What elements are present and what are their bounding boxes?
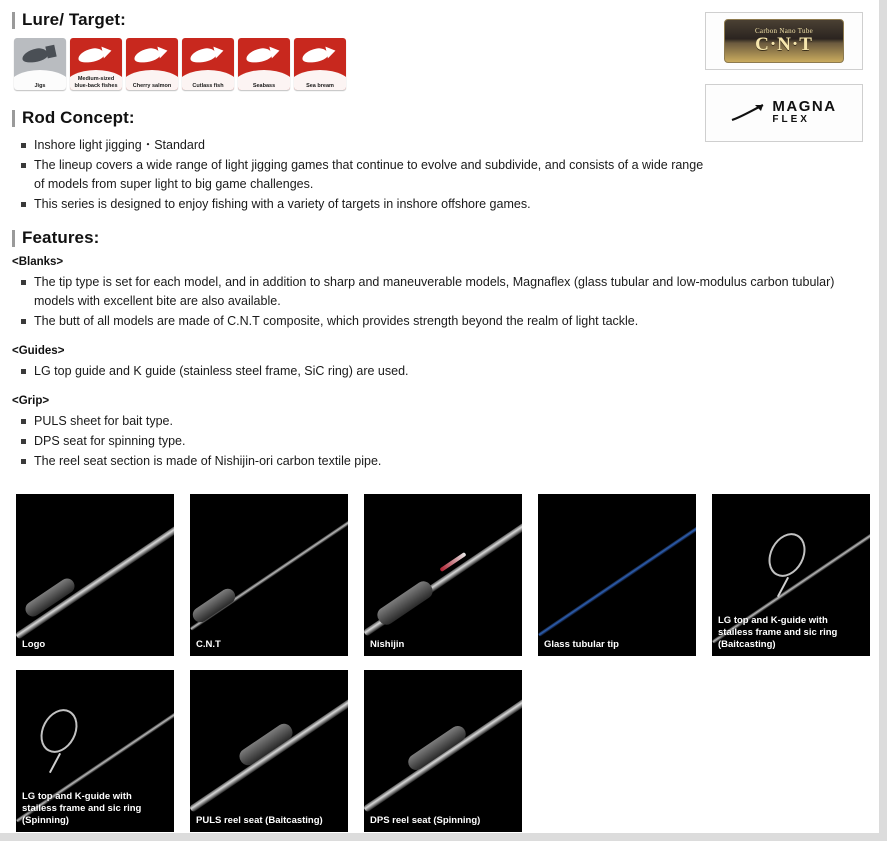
magnaflex-badge <box>705 84 863 142</box>
heading-bar <box>12 110 15 127</box>
rod-grip <box>190 586 238 625</box>
gallery-item-lg-k-guide-spinning[interactable] <box>16 670 174 832</box>
lure-icon-label: Jigs <box>34 82 46 89</box>
subheading-guides: <Guides> <box>12 345 65 357</box>
fish-icon <box>301 46 329 64</box>
lure-icon-label: Cherry salmon <box>132 82 172 89</box>
gallery-caption: C.N.T <box>196 639 221 650</box>
fish-icon <box>189 46 217 64</box>
rod-blank-image <box>190 696 348 812</box>
section-title-lure-target: Lure/ Target: <box>22 10 126 29</box>
gallery-item-nishijin[interactable] <box>364 494 522 656</box>
lure-icon-label: Seabass <box>252 82 276 89</box>
flex-curve-icon <box>731 103 765 123</box>
cnt-badge-subtitle: Carbon Nano Tube <box>754 27 814 35</box>
lure-icon-label: Medium-sized blue-back fishes <box>74 76 118 89</box>
rod-tip-image <box>538 523 696 637</box>
gallery-caption: DPS reel seat (Spinning) <box>370 815 481 826</box>
gallery-caption: LG top and K-guide with stailess frame and sic ring (Spinning) <box>22 791 142 826</box>
gallery-caption: Nishijin <box>370 639 405 650</box>
magnaflex-line1: MAGNA <box>772 98 837 115</box>
list-item: The butt of all models are made of C.N.T composite, which provides strength beyond the realm of light tackle. <box>20 312 874 331</box>
fish-icon <box>245 46 273 64</box>
lure-icon-jigs <box>14 38 66 90</box>
grip-list <box>12 412 867 471</box>
badge-column <box>705 12 865 156</box>
gallery-item-glass-tubular-tip[interactable] <box>538 494 696 656</box>
gallery-item-puls-reel-seat[interactable] <box>190 670 348 832</box>
heading-bar <box>12 12 15 29</box>
subheading-grip: <Grip> <box>12 395 50 407</box>
feature-photo-gallery <box>16 494 876 832</box>
cnt-plate <box>724 19 844 63</box>
lure-icon-blue-back-fish <box>70 38 122 90</box>
k-guide-ring-icon <box>33 703 85 760</box>
magnaflex-text <box>772 100 836 126</box>
fish-icon <box>133 46 161 64</box>
section-heading-features <box>12 228 867 248</box>
lure-icon-cutlass-fish <box>182 38 234 90</box>
lure-icon-cherry-salmon <box>126 38 178 90</box>
lure-icon-seabass <box>238 38 290 90</box>
cnt-badge <box>705 12 863 70</box>
bottom-margin <box>0 833 887 841</box>
gallery-caption: LG top and K-guide with stailess frame and sic ring (Baitcasting) <box>718 615 838 650</box>
list-item: PULS sheet for bait type. <box>20 412 867 431</box>
gallery-caption: PULS reel seat (Baitcasting) <box>196 815 323 826</box>
gallery-item-lg-k-guide-baitcasting[interactable] <box>712 494 870 656</box>
cnt-badge-title: C·N·T <box>755 34 813 55</box>
guides-list <box>12 362 867 381</box>
gallery-caption: Glass tubular tip <box>544 639 619 650</box>
k-guide-ring-icon <box>761 527 813 584</box>
list-item: Inshore light jigging・Standard <box>20 136 712 155</box>
gallery-caption: Logo <box>22 639 46 650</box>
magnaflex-lockup <box>731 100 836 126</box>
jig-icon <box>21 46 49 64</box>
list-item: The lineup covers a wide range of light jigging games that continue to evolve and subdivide, and consists of a wide range of models from super light to big game challenges. <box>20 156 712 194</box>
rod-blank-image <box>16 524 174 640</box>
list-item: The tip type is set for each model, and in addition to sharp and maneuverable models, Magnaflex (glass tubular and low-modulus carbon tubular) models with excellent bite are also available. <box>20 273 874 311</box>
reel-seat <box>374 578 435 628</box>
right-margin <box>879 0 887 841</box>
section-title-features: Features: <box>22 228 100 247</box>
section-title-rod-concept: Rod Concept: <box>22 108 135 127</box>
gallery-item-dps-reel-seat[interactable] <box>364 670 522 832</box>
list-item: The reel seat section is made of Nishijin-ori carbon textile pipe. <box>20 452 867 471</box>
gallery-item-cnt[interactable] <box>190 494 348 656</box>
heading-bar <box>12 230 15 247</box>
rod-blank-image <box>364 696 522 812</box>
magnaflex-line2: FLEX <box>772 114 810 125</box>
gallery-item-logo[interactable] <box>16 494 174 656</box>
list-item: DPS seat for spinning type. <box>20 432 867 451</box>
rod-concept-list <box>12 136 712 214</box>
lure-icon-sea-bream <box>294 38 346 90</box>
lure-icon-label: Sea bream <box>306 82 334 89</box>
fish-icon <box>77 46 105 64</box>
blanks-list <box>12 273 874 331</box>
subheading-blanks: <Blanks> <box>12 256 64 268</box>
guide-stem <box>49 753 61 773</box>
lure-icon-label: Cutlass fish <box>192 82 224 89</box>
list-item: LG top guide and K guide (stainless steel frame, SiC ring) are used. <box>20 362 867 381</box>
list-item: This series is designed to enjoy fishing with a variety of targets in inshore offshore games. <box>20 195 712 214</box>
